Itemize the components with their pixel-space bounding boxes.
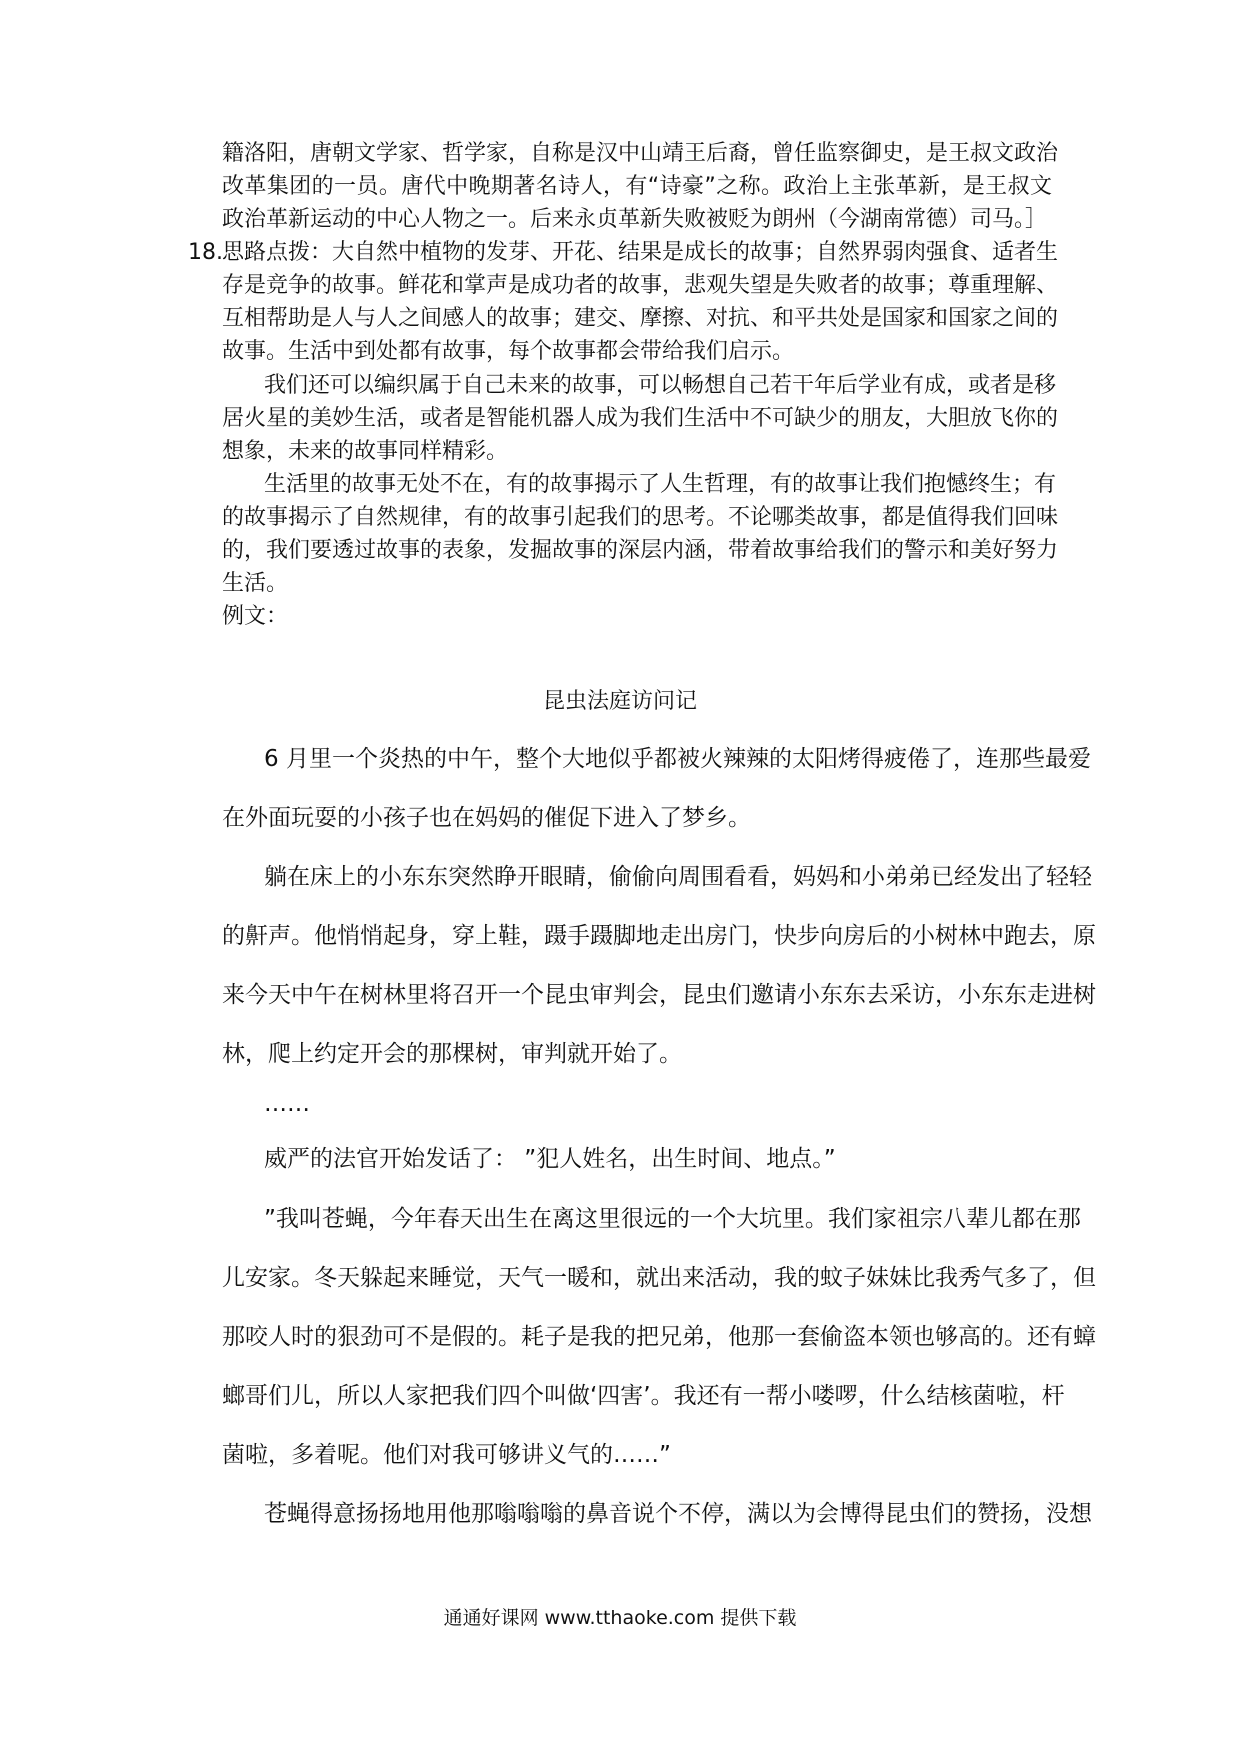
- q18-para2-line: 我们还可以编织属于自己未来的故事，可以畅想自己若干年后学业有成，或者是移: [264, 373, 1057, 398]
- essay-line: 威严的法官开始发话了： ”犯人姓名，出生时间、地点。”: [264, 1146, 836, 1172]
- essay-line: 林，爬上约定开会的那棵树，审判就开始了。: [222, 1041, 682, 1067]
- q18-para2-line: 想象，未来的故事同样精彩。: [222, 439, 509, 464]
- q18-para3-line: 的故事揭示了自然规律，有的故事引起我们的思考。不论哪类故事，都是值得我们回味: [222, 505, 1059, 530]
- essay-line: 螂哥们儿，所以人家把我们四个叫做‘四害’。我还有一帮小喽啰，什么结核菌啦，杆: [222, 1383, 1065, 1409]
- essay-line: 菌啦，多着呢。他们对我可够讲义气的……”: [222, 1442, 671, 1468]
- essay-line: 来今天中午在树林里将召开一个昆虫审判会，昆虫们邀请小东东去采访，小东东走进树: [222, 982, 1096, 1008]
- essay-line: 6 月里一个炎热的中午，整个大地似乎都被火辣辣的太阳烤得疲倦了，连那些最爱: [264, 746, 1091, 772]
- essay-line: 在外面玩耍的小孩子也在妈妈的催促下进入了梦乡。: [222, 805, 751, 831]
- q18-para3-line: 生活。: [222, 571, 289, 596]
- essay-title: 昆虫法庭访问记: [542, 689, 697, 714]
- essay-line: 那咬人时的狠劲可不是假的。耗子是我的把兄弟，他那一套偷盗本领也够高的。还有蟑: [222, 1324, 1096, 1350]
- intro-line: 籍洛阳，唐朝文学家、哲学家，自称是汉中山靖王后裔，曾任监察御史，是王叔文政治: [222, 141, 1059, 166]
- q18-line: 思路点拨：大自然中植物的发芽、开花、结果是成长的故事；自然界弱肉强食、适者生: [222, 240, 1059, 265]
- q18-line: 互相帮助是人与人之间感人的故事；建交、摩擦、对抗、和平共处是国家和国家之间的: [222, 306, 1059, 331]
- essay-line: 躺在床上的小东东突然睁开眼睛，偷偷向周围看看，妈妈和小弟弟已经发出了轻轻: [264, 864, 1092, 890]
- page-footer: 通通好课网 www.tthaoke.com 提供下载: [443, 1607, 797, 1629]
- essay-ellipsis: ……: [264, 1091, 310, 1117]
- essay-line: ”我叫苍蝇，今年春天出生在离这里很远的一个大坑里。我们家祖宗八辈儿都在那: [264, 1206, 1081, 1232]
- intro-line: 政治革新运动的中心人物之一。后来永贞革新失败被贬为朗州（今湖南常德）司马。］: [222, 207, 1048, 232]
- essay-line: 儿安家。冬天躲起来睡觉，天气一暖和，就出来活动，我的蚊子妹妹比我秀气多了，但: [222, 1265, 1096, 1291]
- q18-line: 存是竞争的故事。鲜花和掌声是成功者的故事，悲观失望是失败者的故事；尊重理解、: [222, 273, 1059, 298]
- essay-line: 的鼾声。他悄悄起身，穿上鞋，蹑手蹑脚地走出房门，快步向房后的小树林中跑去，原: [222, 923, 1096, 949]
- essay-line: 苍蝇得意扬扬地用他那嗡嗡嗡的鼻音说个不停，满以为会博得昆虫们的赞扬，没想: [264, 1501, 1092, 1527]
- q18-line: 故事。生活中到处都有故事，每个故事都会带给我们启示。: [222, 339, 795, 364]
- example-label: 例文：: [222, 604, 289, 629]
- q18-para3-line: 的，我们要透过故事的表象，发掘故事的深层内涵，带着故事给我们的警示和美好努力: [222, 538, 1059, 563]
- q18-para2-line: 居火星的美妙生活，或者是智能机器人成为我们生活中不可缺少的朋友，大胆放飞你的: [222, 406, 1059, 431]
- question-number: 18.: [188, 240, 223, 265]
- q18-para3-line: 生活里的故事无处不在，有的故事揭示了人生哲理，有的故事让我们抱憾终生；有: [264, 472, 1057, 497]
- intro-line: 改革集团的一员。唐代中晚期著名诗人，有“诗豪”之称。政治上主张革新，是王叔文: [222, 174, 1052, 199]
